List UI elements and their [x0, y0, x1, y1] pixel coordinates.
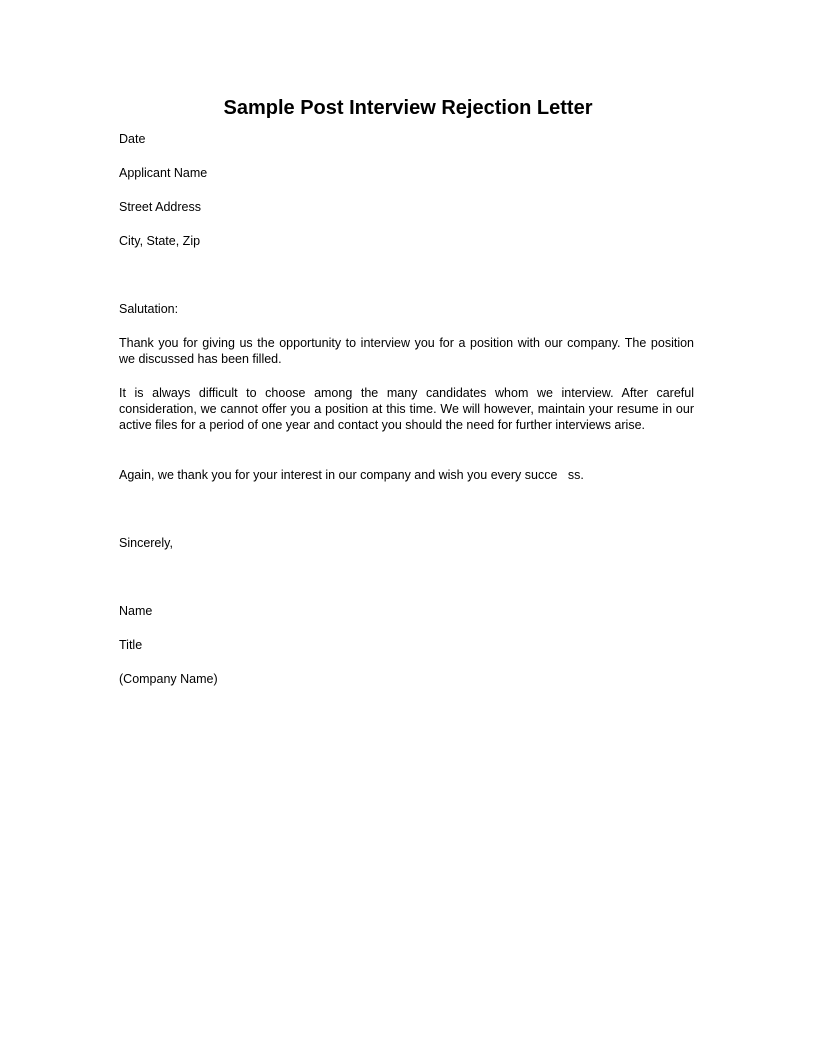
street-address-line: Street Address — [119, 200, 201, 214]
signature-name-line: Name — [119, 604, 153, 618]
body-paragraph-2: It is always difficult to choose among the many candidates whom we interview. After careful consideration, we cannot offer you a position at this time. We will however, maintain your resume in our active files for a period of one year and contact you should the need for further interviews arise. — [119, 386, 694, 432]
body-paragraph-3: Again, we thank you for your interest in our company and wish you every succe ss. — [119, 468, 584, 482]
applicant-name-line: Applicant Name — [119, 166, 208, 180]
closing-line: Sincerely, — [119, 536, 173, 550]
date-line: Date — [119, 132, 146, 146]
signature-company-line: (Company Name) — [119, 672, 218, 686]
document-title: Sample Post Interview Rejection Letter — [223, 97, 593, 119]
salutation-line: Salutation: — [119, 302, 179, 316]
body-paragraph-1: Thank you for giving us the opportunity to interview you for a position with our company. The position we discussed has been filled. — [119, 336, 694, 366]
signature-title-line: Title — [119, 638, 143, 652]
city-state-zip-line: City, State, Zip — [119, 234, 201, 248]
